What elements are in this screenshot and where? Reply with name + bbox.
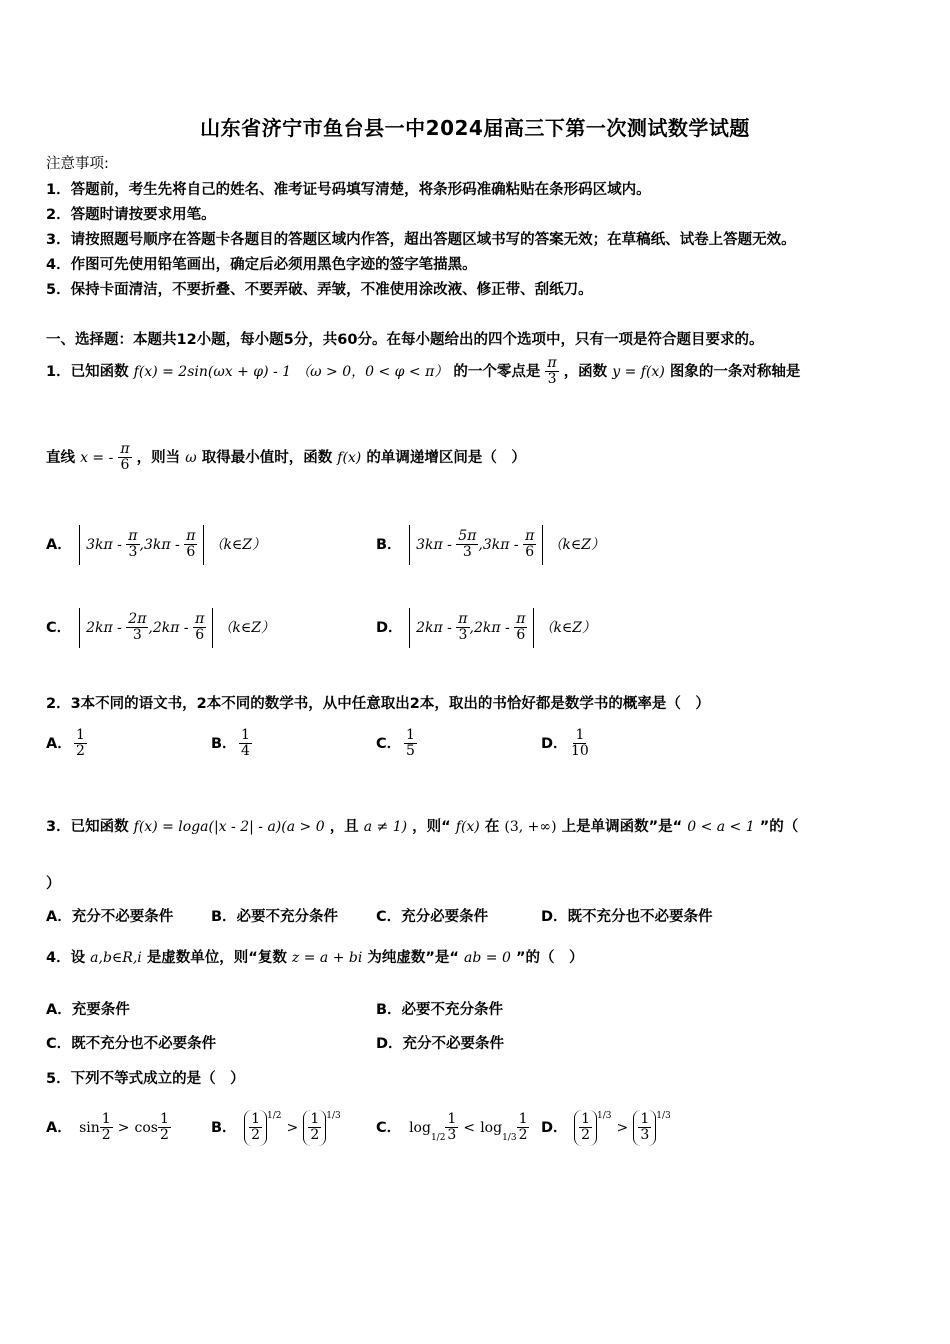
q3-option-d: D．既不充分也不必要条件 [541,909,713,925]
q5-option-a: A． sin $\frac{1}{2}$ > cos $\frac{1}{2}$ [46,1111,169,1144]
q4-complex: z = a + bi [291,950,363,966]
q1-option-a: A． 3kπ - $\frac{\pi}{3}$ ,3kπ - $\frac{\pi}{6}$ （k∈Z） [46,525,266,565]
page-title: 山东省济宁市鱼台县一中2024届高三下第一次测试数学试题 [200,116,750,140]
q3-option-b: B．必要不充分条件 [211,909,339,925]
q1-text: 直线 [46,449,75,466]
q3-text: ”的（ [759,819,799,835]
q1-function: f(x) = 2sin(ωx + φ) - 1 [133,363,292,380]
q1-text: 的一个零点是 [453,363,541,380]
q1-text: 图象的一条对称轴是 [669,363,801,380]
q3-range: 0 < a < 1 [687,819,755,835]
q1-option-c: C． 2kπ - $\frac{2\pi}{3}$ ,2kπ - $\frac{\pi}{6}$ （k∈Z） [46,608,275,648]
q5-option-b: B． $\frac{1}{2}$ $^{1/2}$ > $\frac{1}{2}$ $^{1/3}$ [211,1110,341,1146]
q4-option-d: D．充分不必要条件 [376,1036,505,1052]
q3-option-c: C．充分必要条件 [376,909,489,925]
q3-text: 3．已知函数 [46,819,129,835]
q1-fx: f(x) [337,449,362,466]
q3-text: 上是单调函数”是“ [561,819,683,835]
notice-heading: 注意事项: [46,156,109,172]
q5-option-c: C． $\log_{1/2}$ $\frac{1}{3}$ < $\log_{1/3}$ $\frac{1}{2}$ [376,1111,528,1144]
q4-option-b: B．必要不充分条件 [376,1002,504,1018]
q1-text: 取得最小值时，函数 [201,449,333,466]
q3-option-a: A．充分不必要条件 [46,909,174,925]
q5-option-d: D． $\frac{1}{2}$ $^{1/3}$ > $\frac{1}{3}$ $^{1/3}$ [541,1110,671,1146]
q4-option-a: A．充要条件 [46,1002,130,1018]
q1-text: ，函数 [563,363,608,380]
question-2: 2．3本不同的语文书，2本不同的数学书，从中任意取出2本，取出的书恰好都是数学书的概率是（ ） [46,696,710,712]
question-1-line-2 [46,442,526,474]
notice-item: 3．请按照题号顺序在答题卡各题目的答题区域内作答，超出答题区域书写的答案无效；在草稿纸、试卷上答题无效。 [46,232,796,248]
q1-axis: x = - [80,449,114,466]
q2-option-d: D． $\frac{1}{10}$ [541,727,589,760]
q2-option-c: C． $\frac{1}{5}$ [376,727,415,760]
q3-text: 在 [484,819,500,835]
q1-text: 1．已知函数 [46,363,129,380]
q3-function: f(x) = loga(|x - 2| - a)(a > 0 [133,819,325,835]
q4-ab: ab = 0 [464,950,511,966]
q1-zero-fraction: $\frac{\pi}{3}$ [547,355,557,388]
q1-axis-fraction: $\frac{\pi}{6}$ [120,441,130,474]
q3-condition: a ≠ 1) [363,819,408,835]
question-1-line-1 [46,356,800,388]
question-3-line-2: ） [46,876,61,892]
q1-text: 的单调递增区间是（ ） [366,449,526,466]
q1-condition: （ω > 0，0 < φ < π） [296,363,449,380]
q1-graph-function: y = f(x) [612,363,665,380]
q4-vars: a,b∈R,i [90,950,142,966]
q2-option-a: A． $\frac{1}{2}$ [46,727,85,760]
notice-item: 2．答题时请按要求用笔。 [46,207,216,223]
q4-text: ”的（ ） [515,950,584,966]
q1-option-d: D． 2kπ - $\frac{\pi}{3}$ ,2kπ - $\frac{\pi}{6}$ （k∈Z） [376,608,596,648]
question-3-line-1 [46,815,798,836]
q3-text: ，则“ [412,819,451,835]
q4-option-c: C．既不充分也不必要条件 [46,1036,217,1052]
q3-fx: f(x) [455,819,480,835]
q4-text: 为纯虚数”是“ [367,950,459,966]
q2-option-b: B． $\frac{1}{4}$ [211,727,250,760]
q4-text: 4．设 [46,950,86,966]
notice-item: 5．保持卡面清洁，不要折叠、不要弄破、弄皱，不准使用涂改液、修正带、刮纸刀。 [46,282,593,298]
q3-text: ，且 [329,819,359,835]
q3-interval: (3, +∞) [504,819,557,835]
section-heading: 一、选择题：本题共12小题，每小题5分，共60分。在每小题给出的四个选项中，只有一项是符合题目要求的。 [46,332,764,348]
notice-item: 1．答题前，考生先将自己的姓名、准考证号码填写清楚，将条形码准确粘贴在条形码区域内。 [46,182,651,198]
question-5: 5．下列不等式成立的是（ ） [46,1071,245,1087]
q1-text: ，则当 [136,449,181,466]
question-4 [46,946,583,967]
q1-omega: ω [185,449,197,466]
q1-option-b: B． 3kπ - $\frac{5\pi}{3}$ ,3kπ - $\frac{\pi}{6}$ （k∈Z） [376,525,605,565]
notice-item: 4．作图可先使用铅笔画出，确定后必须用黑色字迹的签字笔描黑。 [46,257,477,273]
q4-text: 是虚数单位，则“复数 [146,950,287,966]
